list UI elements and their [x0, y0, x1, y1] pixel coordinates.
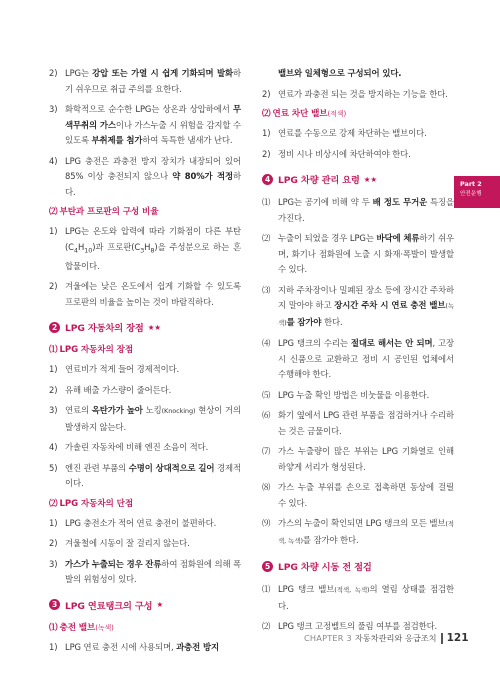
right-column: [262, 66, 454, 640]
section-heading: 5 LPG 차량 시동 전 점검: [262, 559, 454, 573]
list-item: 1) LPG 연료 충전 시에 사용되며, 과충전 방지: [49, 641, 219, 652]
list-item: 2) 유해 배출 가스량이 줄어든다.: [49, 384, 172, 395]
section-number-badge: 4: [262, 174, 273, 185]
section-number-badge: 3: [49, 599, 60, 610]
list-item: 2) 겨울에는 낮은 온도에서 쉽게 기화할 수 있도록 프로판의 비율을 높이는 것이 바람직하다.: [49, 281, 241, 307]
list-item: 3) 연료의 옥탄가가 높아 노킹(Knocking) 현상이 거의 발생하지 않는다.: [49, 405, 241, 432]
section-heading: 2 LPG 자동차의 장점 ★★: [49, 320, 241, 334]
chapter-label: CHAPTER 3: [304, 633, 352, 643]
list-item: ⑵ 누출이 되었을 경우 LPG는 바닥에 체류하기 쉬우며, 화기나 점화원에 노출 시 화재·폭발이 발생할 수 있다.: [262, 233, 454, 274]
list-item: ⑴ LPG 탱크 밸브(적색, 녹색)의 열림 상태를 점검한다.: [262, 584, 454, 611]
section-heading: 3 LPG 연료탱크의 구성 ★: [49, 598, 241, 612]
list-item: 2) 정비 시나 비상시에 차단하여야 한다.: [262, 148, 411, 159]
list-item: 4) 가솔린 자동차에 비해 엔진 소음이 적다.: [49, 442, 209, 453]
list-item: 1) 연료비가 적게 들어 경제적이다.: [49, 364, 180, 375]
subsection-heading: ⑴ 충전 밸브(녹색): [49, 622, 114, 633]
list-item: ⑻ 가스 누출 부위를 손으로 접촉하면 동상에 걸릴 수 있다.: [262, 482, 454, 508]
list-item: ⑴ LPG는 공기에 비해 약 두 배 정도 무거운 특징을 가진다.: [262, 197, 454, 223]
list-item: ⑺ 가스 누출량이 많은 부위는 LPG 기화열로 인해 하얗게 서리가 형성된다.: [262, 446, 454, 472]
footer-divider: [441, 633, 443, 644]
list-item: 2) 연료가 과충전 되는 것을 방지하는 기능을 한다.: [262, 88, 448, 99]
list-item: ⑵ LPG 탱크 고정벨트의 풀림 여부를 점검한다.: [262, 621, 438, 631]
chapter-title: 자동차관리와 응급조치: [354, 632, 437, 643]
subsection-heading: ⑵ LPG 자동차의 단점: [49, 498, 134, 509]
list-item: ⑶ 지하 주차장이나 밀폐된 장소 등에 장시간 주차하지 말아야 하고 장시간 주차 시 연료 충전 밸브(녹색)를 잠가야 한다.: [262, 284, 454, 327]
star-rating: ★: [156, 600, 164, 610]
list-item: 5) 엔진 관련 부품의 수명이 상대적으로 길어 경제적이다.: [49, 462, 241, 489]
list-item: 밸브와 일체형으로 구성되어 있다.: [278, 68, 402, 78]
subsection-heading: ⑵ 연료 차단 밸브(적색): [262, 109, 347, 119]
star-rating: ★★: [363, 174, 378, 184]
star-rating: ★★: [147, 322, 161, 332]
list-item: 1) LPG는 온도와 압력에 따라 기화점이 다른 부탄$(C_4H_{10})$과 프로판$(C_3H_8)$을 주성분으로 하는 혼합물이다.: [49, 226, 241, 271]
list-item: ⑸ LPG 누출 확인 방법은 비눗물을 이용한다.: [262, 389, 430, 400]
subsection-heading: ⑵ 부탄과 프로판의 구성 비율: [49, 207, 159, 217]
list-item: 1) LPG 충전소가 적어 연료 충전이 불편하다.: [49, 517, 217, 528]
list-item: 1) 연료를 수동으로 강제 차단하는 밸브이다.: [262, 128, 427, 138]
list-item: 2) LPG는 강압 또는 가열 시 쉽게 기화되며 발화하기 쉬우므로 취급 주의를 요한다.: [49, 68, 242, 94]
subsection-heading: ⑴ LPG 자동차의 장점: [49, 345, 134, 356]
list-item: ⑼ 가스의 누출이 확인되면 LPG 탱크의 모든 밸브(적색, 녹색)를 잠가야 한다.: [262, 518, 454, 545]
list-item: ⑷ LPG 탱크의 수리는 절대로 해서는 안 되며, 고장 시 신품으로 교환하고 정비 시 공인된 업체에서 수행해야 한다.: [262, 338, 454, 379]
list-item: 2) 겨울철에 시동이 잘 걸리지 않는다.: [49, 538, 190, 549]
section-number-badge: 2: [49, 322, 60, 333]
section-number-badge: 5: [262, 561, 273, 572]
page-number: 121: [446, 632, 469, 644]
list-item: 3) 가스가 누출되는 경우 잔류하여 점화원에 의해 폭발의 위험성이 있다.: [49, 558, 241, 585]
list-item: ⑹ 화기 옆에서 LPG 관련 부품을 점검하거나 수리하는 것은 금물이다.: [262, 410, 454, 436]
page-footer: [304, 632, 469, 644]
list-item: 3) 화학적으로 순수한 LPG는 상온과 상압하에서 무색무취의 가스이나 가스누출 시 위험을 감지할 수 있도록 부취제를 첨가하여 독특한 냄새가 난다.: [49, 104, 241, 145]
section-heading: 4 LPG 차량 관리 요령 ★★: [262, 172, 454, 186]
part-side-tab: Part 2 안전운행: [454, 176, 500, 208]
left-column: [49, 66, 241, 660]
list-item: 4) LPG 충전은 과충전 방지 장치가 내장되어 있어 85% 이상 충전되지 않으나 약 80%가 적정하다.: [49, 155, 241, 197]
